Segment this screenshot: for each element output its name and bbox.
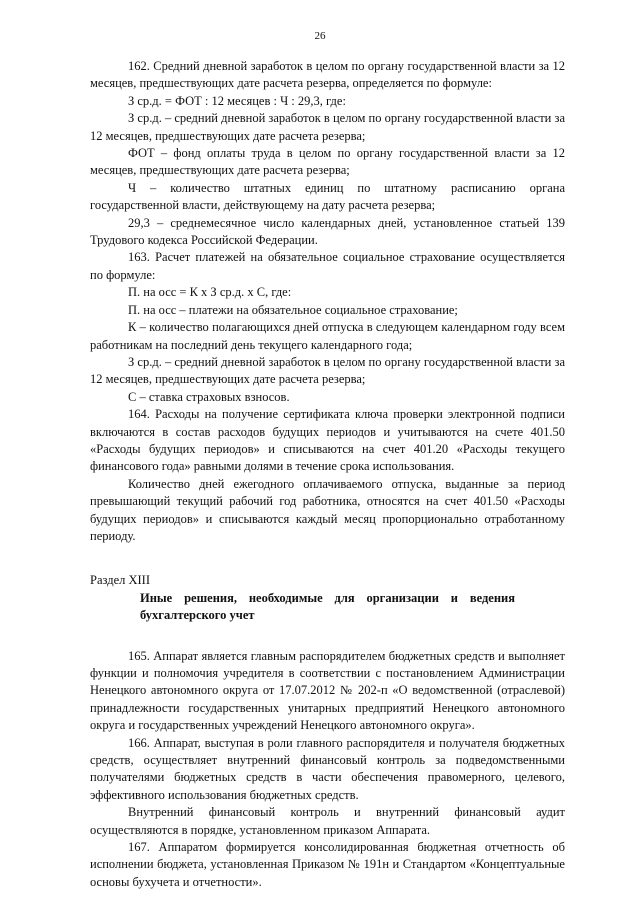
paragraph-164: 164. Расходы на получение сертификата ключа проверки электронной подписи включаются в состав расходов будущих периодов и учитываются на счете 401.50 «Расходы будущих периодов» и списываются на счет 401.20 «Расходы текущего финансового года» равными долями в течение срока использования.	[90, 407, 565, 474]
paragraph-vacation-days: Количество дней ежегодного оплачиваемого отпуска, выданные за период превышающий текущий рабочий год работника, относятся на счет 401.50 «Расходы будущих периодов» и списываются каждый месяц пропорционально отработанному периоду.	[90, 476, 565, 543]
formula-average-daily-earnings: З ср.д. = ФОТ : 12 месяцев : Ч : 29,3, где:	[128, 93, 346, 108]
paragraph-165: 165. Аппарат является главным распорядителем бюджетных средств и выполняет функции и полномочия учредителя в соответствии с постановлением Администрации Ненецкого автономного округа от 17.07.2012 № 202-п «О ведомственной (отраслевой) принадлежности государственных унитарных предприятий Ненецкого автономного округа и государственных учреждений Ненецкого автономного округа».	[90, 648, 565, 733]
definition-z-srd-2: З ср.д. – средний дневной заработок в целом по органу государственной власти за 12 месяцев, предшествующих дате расчета резерва;	[90, 354, 565, 387]
page-number: 26	[314, 30, 326, 42]
paragraph-167: 167. Аппаратом формируется консолидированная бюджетная отчетность об исполнении бюджета, установленная Приказом № 191н и Стандартом «Концептуальные основы бухучета и отчетности».	[90, 840, 565, 889]
definition-k: К – количество полагающихся дней отпуска в следующем календарном году всем работникам на последний день текущего календарного года;	[90, 320, 565, 352]
section-spacer	[90, 545, 565, 572]
definition-z-srd: З ср.д. – средний дневной заработок в целом по органу государственной власти за 12 месяцев, предшествующих дате расчета резерва;	[90, 111, 565, 143]
paragraph-166: 166. Аппарат, выступая в роли главного распорядителя и получателя бюджетных средств, осуществляет внутренний финансовый контроль за подведомственными получателями бюджетных средств в части обеспечения правомерного, целевого, эффективного использования бюджетных средств.	[90, 735, 565, 802]
definition-ch: Ч – количество штатных единиц по штатному расписанию органа государственной власти, действующему на дату расчета резерва;	[90, 180, 565, 213]
definition-fot: ФОТ – фонд оплаты труда в целом по органу государственной власти за 12 месяцев, предшествующих дате расчета резерва;	[90, 146, 565, 178]
section-title: Иные решения, необходимые для организации и ведения бухгалтерского учет	[140, 590, 515, 623]
section-title-spacer	[90, 625, 565, 648]
section-label: Раздел XIII	[90, 573, 150, 588]
paragraph-163: 163. Расчет платежей на обязательное социальное страхование осуществляется по формуле:	[90, 250, 565, 282]
document-body	[90, 58, 565, 891]
paragraph-162: 162. Средний дневной заработок в целом по органу государственной власти за 12 месяцев, предшествующих дате расчета резерва, определяется по формуле:	[90, 59, 565, 91]
definition-29-3: 29,3 – среднемесячное число календарных дней, установленное статьей 139 Трудового кодекса Российской Федерации.	[90, 215, 565, 248]
definition-p-oss: П. на осс – платежи на обязательное социальное страхование;	[128, 302, 458, 317]
formula-social-insurance: П. на осс = К х З ср.д. х С, где:	[128, 285, 292, 300]
paragraph-internal-control: Внутренний финансовый контроль и внутренний финансовый аудит осуществляются в порядке, установленном приказом Аппарата.	[90, 805, 565, 837]
definition-s: С – ставка страховых взносов.	[128, 389, 290, 404]
